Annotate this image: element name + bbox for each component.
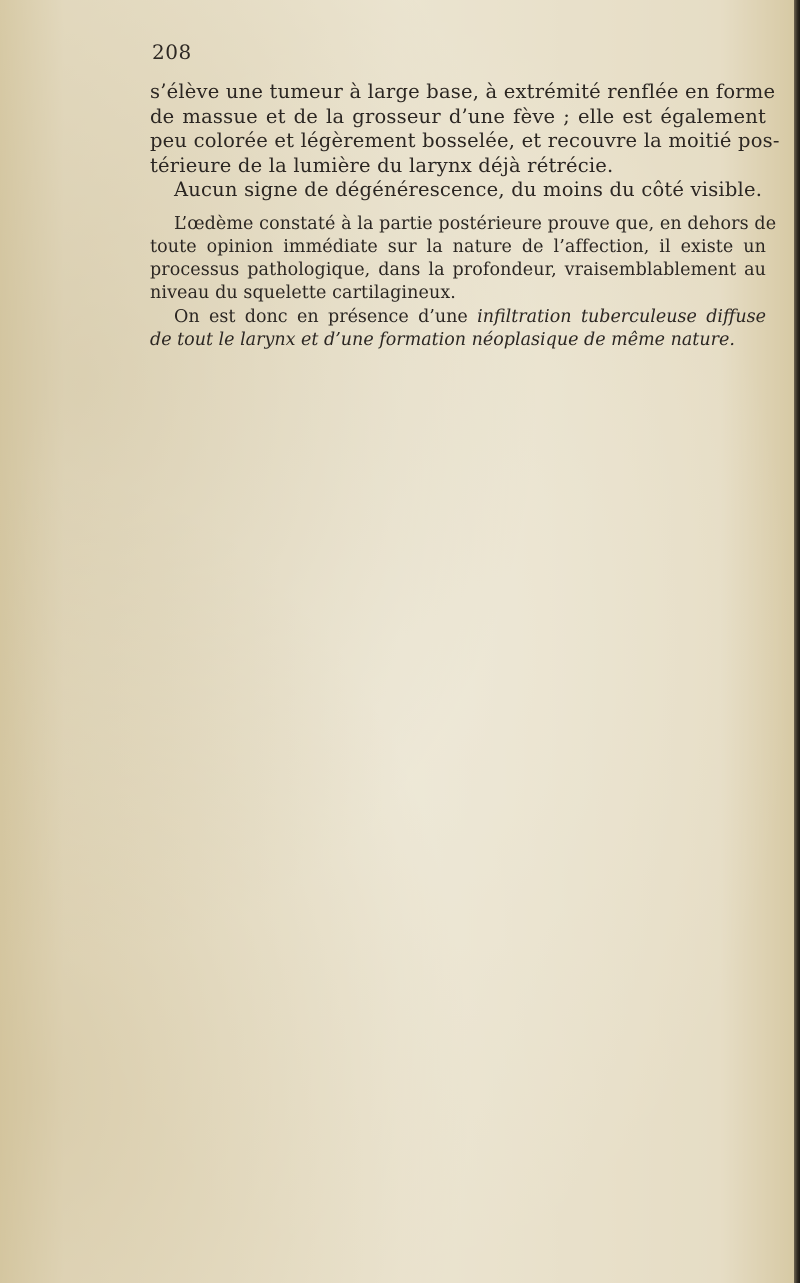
text-line: niveau du squelette cartilagineux. [150, 283, 456, 304]
text-line: de massue et de la grosseur d’une fève ; elle est également [150, 104, 766, 128]
paragraph-oedema [150, 213, 777, 306]
conclusion-plain-text: On est donc en présence d’une [174, 306, 478, 327]
text-line: s’élève une tumeur à large base, à extrémité renflée en forme [150, 80, 776, 103]
conclusion-italic-text: de tout le larynx et d’une formation néoplasique de même nature. [150, 329, 735, 350]
conclusion-italic-text: infiltration tuberculeuse diffuse [477, 306, 766, 327]
text-line: processus pathologique, dans la profondeur, vraisemblablement au [150, 260, 766, 281]
paragraph-degeneration [150, 178, 766, 203]
page-binding-edge [794, 0, 800, 1283]
text-line [150, 329, 766, 352]
text-line: térieure de la lumière du larynx déjà rétrécie. [150, 153, 614, 177]
text-line: peu colorée et légèrement bosselée, et recouvre la moitié pos- [150, 129, 780, 152]
text-line: L’œdème constaté à la partie postérieure prouve que, en dehors de [174, 213, 777, 234]
paragraph-conclusion [150, 306, 766, 353]
paragraph-tumour-description [150, 80, 780, 178]
page-number: 208 [152, 40, 192, 64]
text-line [150, 306, 766, 329]
page-text [150, 80, 780, 352]
text-line: toute opinion immédiate sur la nature de l’affection, il existe un [150, 236, 766, 257]
text-line: Aucun signe de dégénérescence, du moins du côté visible. [174, 178, 763, 201]
